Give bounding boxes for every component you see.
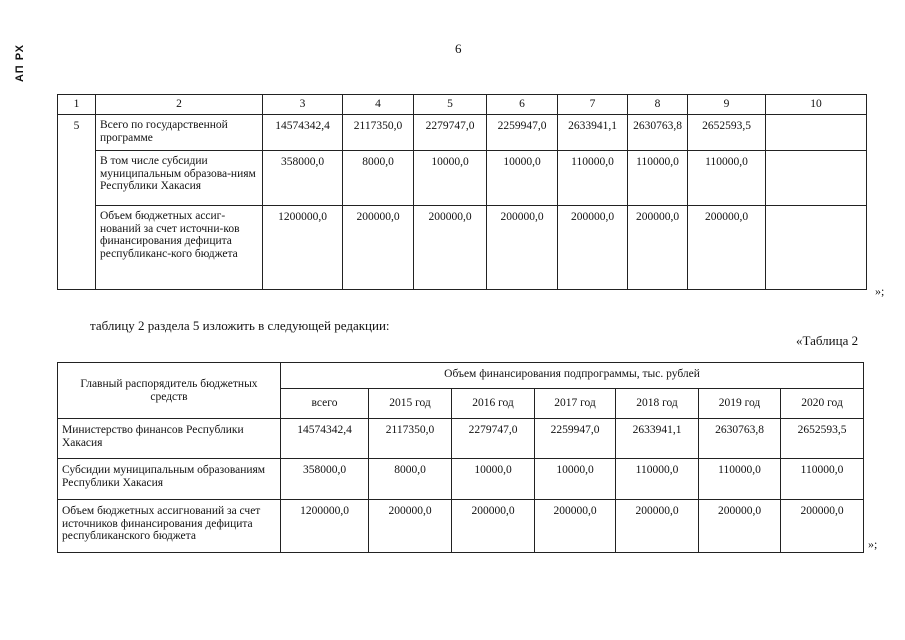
value-cell: 2630763,8 — [699, 419, 781, 459]
table-caption: «Таблица 2 — [796, 333, 859, 348]
value-cell: 200000,0 — [369, 500, 452, 553]
value-cell: 10000,0 — [452, 459, 535, 500]
value-cell: 110000,0 — [558, 151, 628, 206]
value-cell: 200000,0 — [616, 500, 699, 553]
value-cell: 358000,0 — [281, 459, 369, 500]
value-cell: 200000,0 — [343, 206, 414, 290]
value-cell: 200000,0 — [688, 206, 766, 290]
column-number: 4 — [343, 95, 414, 115]
column-number: 5 — [414, 95, 487, 115]
distributor-header: Главный распорядитель бюджетных средств — [58, 363, 281, 419]
funding-header: Объем финансирования подпрограммы, тыс. рублей — [281, 363, 864, 389]
value-cell: 2279747,0 — [452, 419, 535, 459]
year-header: 2018 год — [616, 389, 699, 419]
value-cell: 10000,0 — [487, 151, 558, 206]
value-cell: 200000,0 — [487, 206, 558, 290]
value-cell: 110000,0 — [616, 459, 699, 500]
side-margin-mark: АП РХ — [14, 44, 26, 83]
year-header: 2019 год — [699, 389, 781, 419]
row-label: Объем бюджетных ассиг-нований за счет источни-ков финансирования дефицита республиканс-кого бюджета — [96, 206, 263, 290]
value-cell: 110000,0 — [699, 459, 781, 500]
value-cell: 1200000,0 — [263, 206, 343, 290]
table-row — [58, 500, 864, 553]
value-cell: 200000,0 — [414, 206, 487, 290]
row-label: Субсидии муниципальным образованиям Республики Хакасия — [58, 459, 281, 500]
value-cell: 2117350,0 — [343, 115, 414, 151]
column-number: 1 — [58, 95, 96, 115]
value-cell — [766, 206, 867, 290]
year-header: 2020 год — [781, 389, 864, 419]
year-header: 2017 год — [535, 389, 616, 419]
column-number: 2 — [96, 95, 263, 115]
table-row — [58, 151, 867, 206]
closing-quote: »; — [875, 284, 885, 298]
page-number: 6 — [455, 41, 462, 56]
value-cell: 10000,0 — [414, 151, 487, 206]
column-number: 7 — [558, 95, 628, 115]
year-header: 2015 год — [369, 389, 452, 419]
value-cell: 200000,0 — [558, 206, 628, 290]
value-cell: 200000,0 — [452, 500, 535, 553]
row-number-cell: 5 — [58, 115, 96, 290]
value-cell: 2630763,8 — [628, 115, 688, 151]
value-cell: 14574342,4 — [281, 419, 369, 459]
row-label: Объем бюджетных ассигнований за счет источников финансирования дефицита республиканского бюджета — [58, 500, 281, 553]
value-cell — [766, 115, 867, 151]
column-number: 10 — [766, 95, 867, 115]
row-label: В том числе субсидии муниципальным образова-ниям Республики Хакасия — [96, 151, 263, 206]
table-header-row — [58, 95, 867, 115]
value-cell: 200000,0 — [535, 500, 616, 553]
value-cell: 2279747,0 — [414, 115, 487, 151]
value-cell: 200000,0 — [628, 206, 688, 290]
column-number: 6 — [487, 95, 558, 115]
value-cell: 200000,0 — [699, 500, 781, 553]
value-cell: 2652593,5 — [688, 115, 766, 151]
table-row — [58, 115, 867, 151]
value-cell: 14574342,4 — [263, 115, 343, 151]
column-number: 8 — [628, 95, 688, 115]
column-number: 3 — [263, 95, 343, 115]
table-row — [58, 206, 867, 290]
value-cell: 2259947,0 — [535, 419, 616, 459]
value-cell: 2633941,1 — [558, 115, 628, 151]
table-row — [58, 459, 864, 500]
row-label: Министерство финансов Республики Хакасия — [58, 419, 281, 459]
column-number: 9 — [688, 95, 766, 115]
instruction-text: таблицу 2 раздела 5 изложить в следующей редакции: — [90, 318, 390, 333]
value-cell: 1200000,0 — [281, 500, 369, 553]
value-cell: 2633941,1 — [616, 419, 699, 459]
table-row — [58, 419, 864, 459]
value-cell: 10000,0 — [535, 459, 616, 500]
value-cell: 2652593,5 — [781, 419, 864, 459]
value-cell: 2259947,0 — [487, 115, 558, 151]
value-cell: 200000,0 — [781, 500, 864, 553]
program-funding-table — [57, 94, 867, 290]
row-label: Всего по государственной программе — [96, 115, 263, 151]
value-cell: 2117350,0 — [369, 419, 452, 459]
year-header: 2016 год — [452, 389, 535, 419]
value-cell: 8000,0 — [343, 151, 414, 206]
value-cell: 110000,0 — [628, 151, 688, 206]
year-header: всего — [281, 389, 369, 419]
value-cell: 358000,0 — [263, 151, 343, 206]
subprogram-funding-table — [57, 362, 864, 553]
table-header-row — [58, 363, 864, 389]
value-cell: 110000,0 — [688, 151, 766, 206]
value-cell — [766, 151, 867, 206]
value-cell: 8000,0 — [369, 459, 452, 500]
value-cell: 110000,0 — [781, 459, 864, 500]
closing-quote: »; — [868, 537, 878, 551]
